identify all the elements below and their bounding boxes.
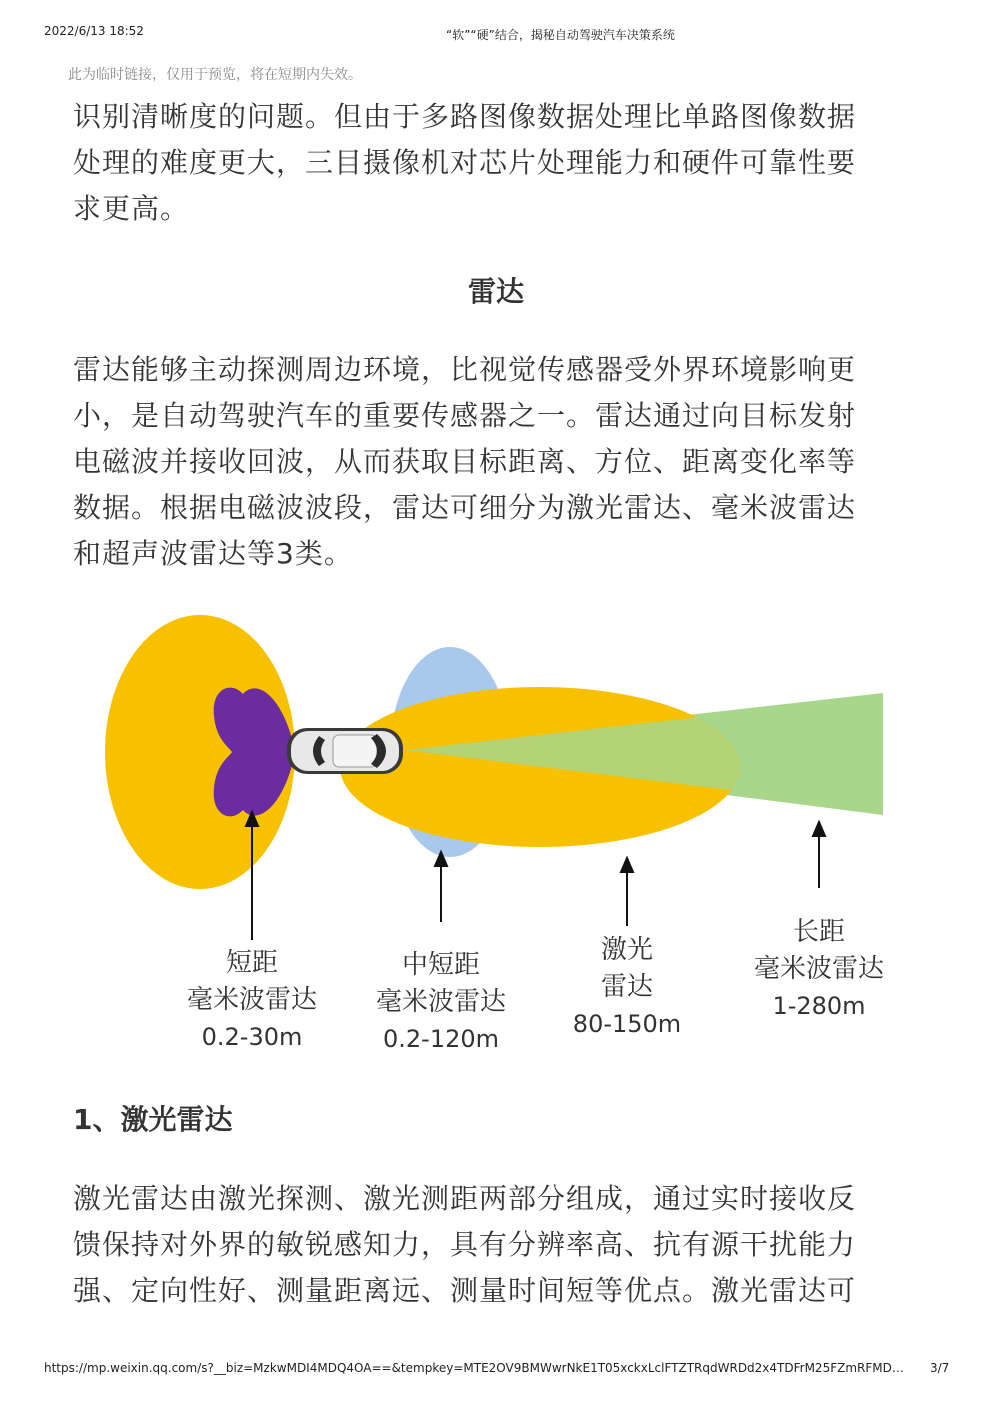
page-number: 3/7 [930, 1361, 950, 1375]
text-line: 馈保持对外界的敏锐感知力，具有分辨率高、抗有源干扰能力 [73, 1228, 857, 1261]
text-line: 电磁波并接收回波，从而获取目标距离、方位、距离变化率等 [73, 445, 857, 478]
label-long-range-value: 1-280m [772, 992, 866, 1020]
print-datetime: 2022/6/13 18:52 [44, 24, 144, 38]
label-mid-range-radar [336, 947, 546, 1058]
radar-coverage-diagram [105, 600, 895, 1060]
pointer-lidar-arrowhead [621, 858, 633, 872]
text-line: 雷达能够主动探测周边环境，比视觉传感器受外界环境影响更 [73, 353, 857, 386]
label-lidar-value: 80-150m [572, 1010, 682, 1038]
label-mid-range-value: 0.2-120m [382, 1025, 499, 1053]
label-lidar [542, 932, 712, 1043]
label-lidar-line1: 激光 [600, 935, 653, 965]
section-heading-radar: 雷达 [467, 275, 524, 308]
label-short-range-value: 0.2-30m [201, 1023, 303, 1051]
label-long-range-line2: 毫米波雷达 [753, 954, 884, 984]
label-long-range-line1: 长距 [792, 917, 845, 947]
label-lidar-line2: 雷达 [600, 972, 653, 1002]
text-line: 激光雷达由激光探测、激光测距两部分组成，通过实时接收反 [73, 1182, 857, 1215]
car-top-view [287, 728, 403, 774]
text-line: 求更高。 [73, 192, 190, 225]
footer-url: https://mp.weixin.qq.com/s?__biz=MzkwMDI4MDQ4OA==&tempkey=MTE2OV9BMWwrNkE1T05xckxLclFTZTRqdWRDd2x4TDFrM25FZmRFMD… [44, 1361, 904, 1375]
paragraph-lidar [73, 1176, 923, 1314]
paragraph-radar-intro [73, 347, 923, 577]
label-mid-range-line1: 中短距 [401, 950, 480, 980]
label-long-range-radar [714, 914, 924, 1025]
text-line: 识别清晰度的问题。但由于多路图像数据处理比单路图像数据 [73, 100, 857, 133]
paragraph-camera [73, 94, 923, 232]
text-line: 强、定向性好、测量距离远、测量时间短等优点。激光雷达可 [73, 1274, 857, 1307]
label-short-range-radar [147, 945, 357, 1056]
text-line: 处理的难度更大，三目摄像机对芯片处理能力和硬件可靠性要 [73, 146, 857, 179]
subsection-heading-lidar: 1、激光雷达 [73, 1103, 233, 1136]
print-page-title: “软”“硬”结合，揭秘自动驾驶汽车决策系统 [446, 28, 675, 42]
temporary-link-notice: 此为临时链接，仅用于预览，将在短期内失效。 [68, 67, 362, 83]
pointer-long-range-arrowhead [813, 822, 825, 836]
text-line: 数据。根据电磁波波段，雷达可细分为激光雷达、毫米波雷达 [73, 491, 857, 524]
label-mid-range-line2: 毫米波雷达 [375, 987, 506, 1017]
label-short-range-line2: 毫米波雷达 [186, 985, 317, 1015]
text-line: 小，是自动驾驶汽车的重要传感器之一。雷达通过向目标发射 [73, 399, 857, 432]
text-line: 和超声波雷达等3类。 [73, 537, 353, 570]
label-short-range-line1: 短距 [225, 948, 278, 978]
